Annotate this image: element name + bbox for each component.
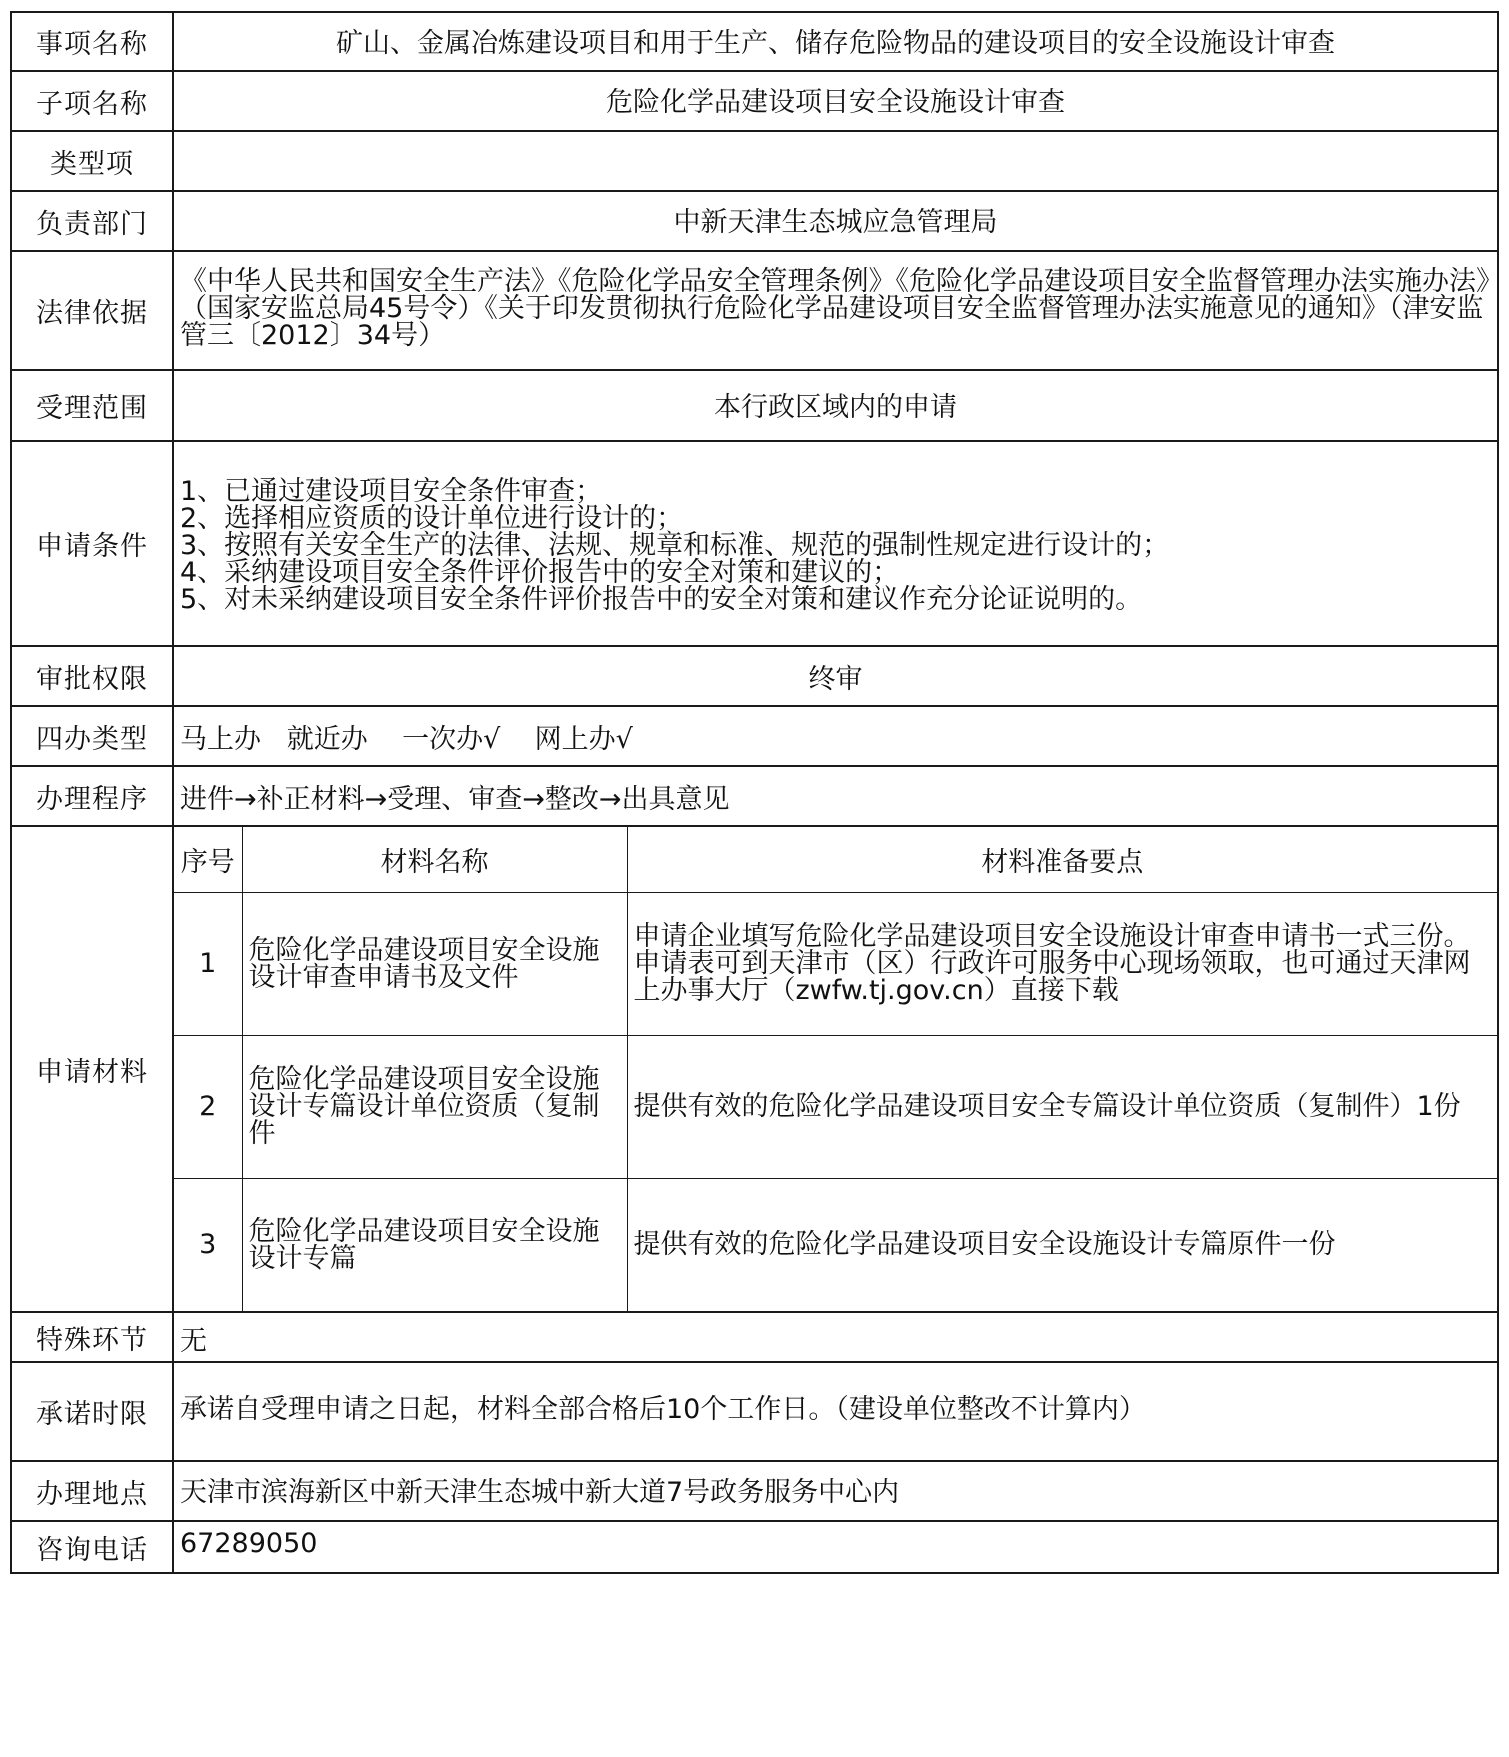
row-sub-item	[11, 71, 1498, 131]
material-name: 危险化学品建设项目安全设施设计专篇设计单位资质（复制件	[242, 1035, 627, 1178]
label-time-limit: 承诺时限	[11, 1362, 173, 1461]
row-location	[11, 1461, 1498, 1521]
value-location: 天津市滨海新区中新天津生态城中新大道7号政务服务中心内	[173, 1461, 1498, 1521]
material-no: 3	[174, 1178, 242, 1311]
value-sub-item: 危险化学品建设项目安全设施设计审查	[173, 71, 1498, 131]
material-note: 申请企业填写危险化学品建设项目安全设施设计审查申请书一式三份。申请表可到天津市（区）行政许可服务中心现场领取，也可通过天津网上办事大厅（zwfw.tj.gov.cn）直接下载	[627, 892, 1497, 1035]
header-no: 序号	[174, 827, 242, 892]
label-location: 办理地点	[11, 1461, 173, 1521]
material-note: 提供有效的危险化学品建设项目安全专篇设计单位资质（复制件）1份	[627, 1035, 1497, 1178]
value-item-name: 矿山、金属冶炼建设项目和用于生产、储存危险物品的建设项目的安全设施设计审查	[173, 12, 1498, 71]
value-authority: 终审	[173, 646, 1498, 706]
label-conditions: 申请条件	[11, 441, 173, 646]
condition-item: 3、按照有关安全生产的法律、法规、规章和标准、规范的强制性规定进行设计的；	[180, 530, 1170, 561]
row-department	[11, 191, 1498, 251]
value-department: 中新天津生态城应急管理局	[173, 191, 1498, 251]
label-phone: 咨询电话	[11, 1521, 173, 1573]
material-no: 1	[174, 892, 242, 1035]
row-authority	[11, 646, 1498, 706]
material-name: 危险化学品建设项目安全设施设计审查申请书及文件	[242, 892, 627, 1035]
label-four-types: 四办类型	[11, 706, 173, 766]
label-special: 特殊环节	[11, 1312, 173, 1362]
material-note: 提供有效的危险化学品建设项目安全设施设计专篇原件一份	[627, 1178, 1497, 1311]
label-procedure: 办理程序	[11, 766, 173, 826]
value-scope: 本行政区域内的申请	[173, 370, 1498, 441]
row-conditions	[11, 441, 1498, 646]
service-info-table	[10, 11, 1499, 1574]
row-materials	[11, 826, 1498, 1312]
row-item-name	[11, 12, 1498, 71]
row-phone	[11, 1521, 1498, 1573]
value-phone: 67289050	[173, 1521, 1498, 1573]
row-time-limit	[11, 1362, 1498, 1461]
row-type-item	[11, 131, 1498, 191]
label-legal-basis: 法律依据	[11, 251, 173, 370]
condition-item: 5、对未采纳建设项目安全条件评价报告中的安全对策和建议作充分论证说明的。	[180, 584, 1143, 615]
table-row	[174, 892, 1497, 1035]
condition-item: 4、采纳建设项目安全条件评价报告中的安全对策和建议的；	[180, 557, 900, 588]
condition-item: 1、已通过建设项目安全条件审查；	[180, 476, 603, 507]
row-procedure	[11, 766, 1498, 826]
value-conditions	[173, 441, 1498, 646]
materials-table	[174, 827, 1497, 1311]
label-department: 负责部门	[11, 191, 173, 251]
label-sub-item: 子项名称	[11, 71, 173, 131]
row-legal-basis	[11, 251, 1498, 370]
value-time-limit: 承诺自受理申请之日起，材料全部合格后10个工作日。（建设单位整改不计算内）	[173, 1362, 1498, 1461]
value-legal-basis: 《中华人民共和国安全生产法》《危险化学品安全管理条例》《危险化学品建设项目安全监督管理办法实施办法》（国家安监总局45号令）《关于印发贯彻执行危险化学品建设项目安全监督管理办法实施意见的通知》（津安监管三〔2012〕34号）	[173, 251, 1498, 370]
table-row	[174, 1178, 1497, 1311]
value-type-item	[173, 131, 1498, 191]
materials-cell	[173, 826, 1498, 1312]
material-no: 2	[174, 1035, 242, 1178]
label-type-item: 类型项	[11, 131, 173, 191]
label-scope: 受理范围	[11, 370, 173, 441]
label-authority: 审批权限	[11, 646, 173, 706]
value-four-types: 马上办 就近办 一次办√ 网上办√	[173, 706, 1498, 766]
value-procedure: 进件→补正材料→受理、审查→整改→出具意见	[173, 766, 1498, 826]
condition-item: 2、选择相应资质的设计单位进行设计的；	[180, 503, 684, 534]
label-materials: 申请材料	[11, 826, 173, 1312]
row-four-types	[11, 706, 1498, 766]
header-name: 材料名称	[242, 827, 627, 892]
row-special	[11, 1312, 1498, 1362]
table-row	[174, 1035, 1497, 1178]
value-special: 无	[173, 1312, 1498, 1362]
materials-header-row	[174, 827, 1497, 892]
header-note: 材料准备要点	[627, 827, 1497, 892]
row-scope	[11, 370, 1498, 441]
label-item-name: 事项名称	[11, 12, 173, 71]
material-name: 危险化学品建设项目安全设施设计专篇	[242, 1178, 627, 1311]
